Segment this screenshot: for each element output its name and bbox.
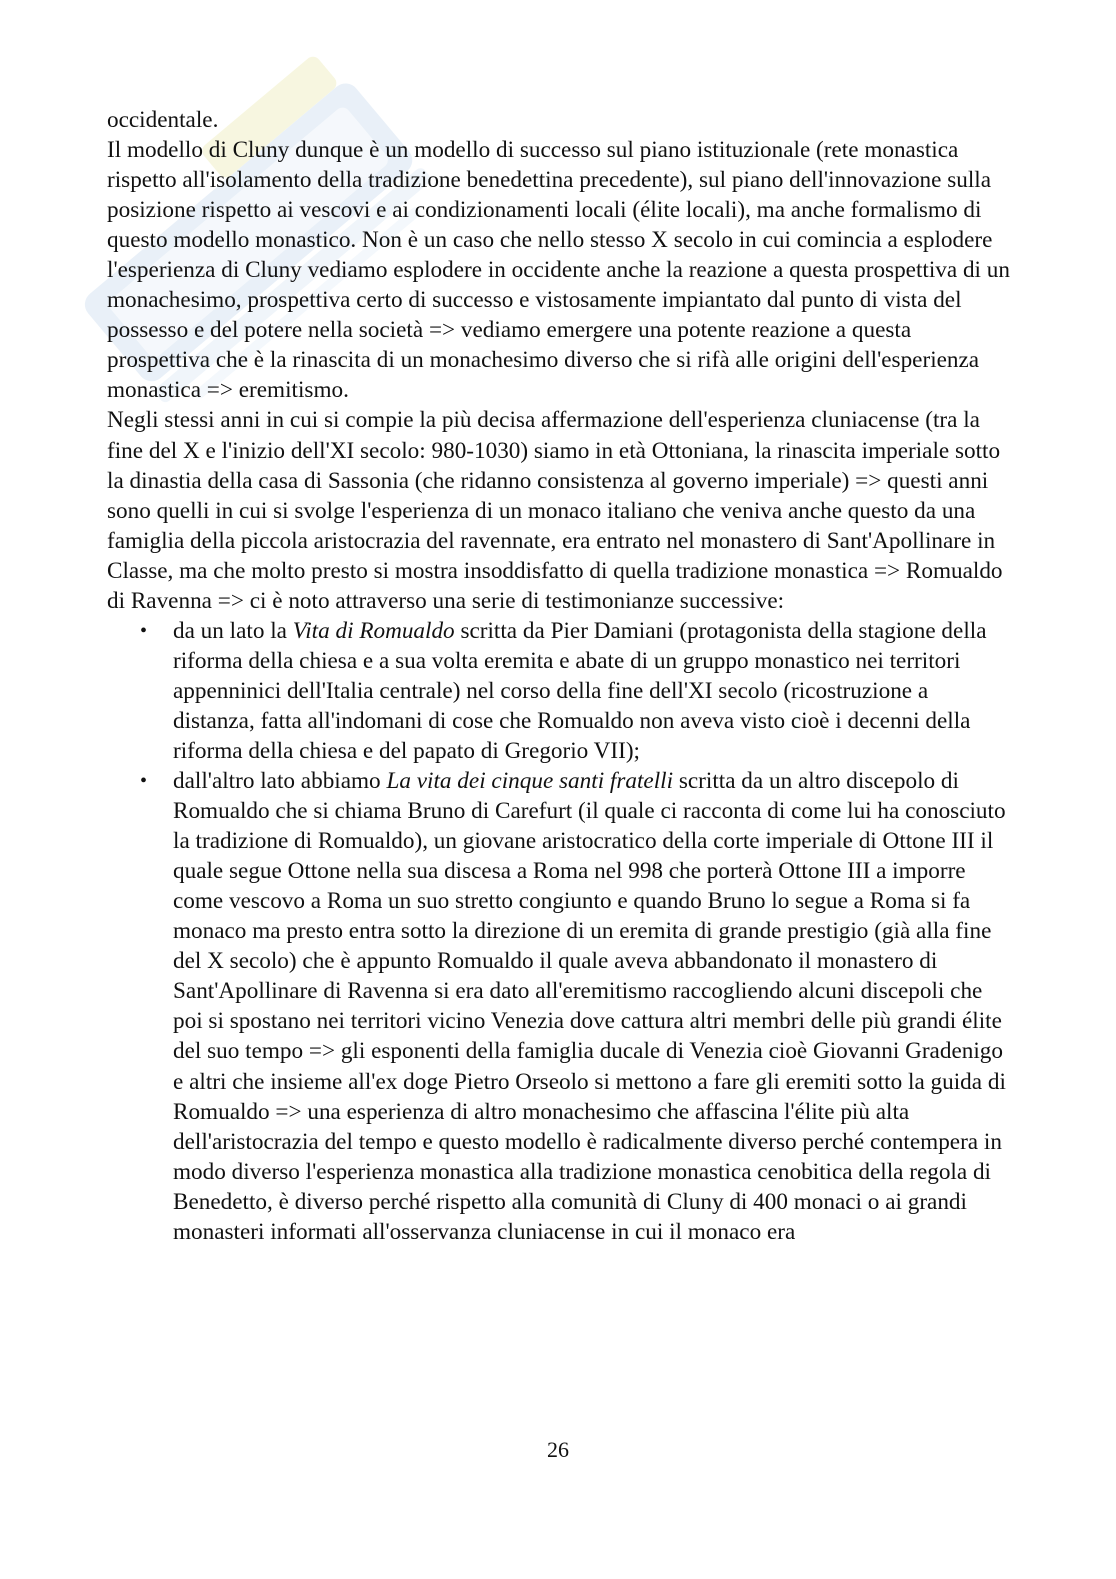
bullet-item-2 [140, 766, 1012, 1247]
bullet-2-text-after: scritta da un altro discepolo di Romualdo che si chiama Bruno di Carefurt (il quale ci racconta di come lui ha conosciuto la tradizione di Romualdo), un giovane aristocratico della corte imperiale di Ottone III il quale segue Ottone nella sua discesa a Roma nel 998 che porterà Ottone III a imporre come vescovo a Roma un suo stretto congiunto e quando Bruno lo segue a Roma si fa monaco ma presto entra sotto la direzione di un eremita di grande prestigio (già alla fine del X secolo) che è appunto Romualdo il quale aveva abbandonato il monastero di Sant'Apollinare di Ravenna si era dato all'eremitismo raccogliendo alcuni discepoli che poi si spostano nei territori vicino Venezia dove cattura altri membri delle più grandi élite del suo tempo => gli esponenti della famiglia ducale di Venezia cioè Giovanni Gradenigo e altri che insieme all'ex doge Pietro Orseolo si mettono a fare gli eremiti sotto la guida di Romualdo => una esperienza di altro monachesimo che affascina l'élite più alta dell'aristocrazia del tempo e questo modello è radicalmente diverso perché contempera in modo diverso l'esperienza monastica alla tradizione monastica cenobitica della regola di Benedetto, è diverso perché rispetto alla comunità di Cluny di 400 monaci o ai grandi monasteri informati all'osservanza cluniacense in cui il monaco era [173, 768, 1006, 1245]
paragraph-2: Il modello di Cluny dunque è un modello di successo sul piano istituzionale (rete monastica rispetto all'isolamento della tradizione benedettina precedente), sul piano dell'innovazione sulla posizione rispetto ai vescovi e ai condizionamenti locali (élite locali), ma anche formalismo di questo modello monastico. Non è un caso che nello stesso X secolo in cui comincia a esplodere l'esperienza di Cluny vediamo esplodere in occidente anche la reazione a questa prospettiva di un monachesimo, prospettiva certo di successo e vistosamente impiantato dal punto di vista del possesso e del potere nella società => vediamo emergere una potente reazione a questa prospettiva che è la rinascita di un monachesimo diverso che si rifà alle origini dell'esperienza monastica => eremitismo. [107, 137, 1010, 404]
bullet-1-title: Vita di Romualdo [292, 617, 455, 644]
page-number: 26 [547, 1437, 569, 1462]
bullet-icon: • [140, 770, 148, 793]
bullet-2-title: La vita dei cinque santi fratelli [386, 768, 674, 795]
bullet-list [107, 616, 1012, 1247]
paragraph-1: occidentale. [107, 107, 219, 133]
bullet-item-1 [140, 616, 1012, 766]
document-body [107, 105, 1012, 1247]
bullet-icon: • [140, 619, 148, 642]
paragraph-3: Negli stessi anni in cui si compie la più decisa affermazione dell'esperienza cluniacense (tra la fine del X e l'inizio dell'XI secolo: 980-1030) siamo in età Ottoniana, la rinascita imperiale sotto la dinastia della casa di Sassonia (che ridanno consistenza al governo imperiale) => questi anni sono quelli in cui si svolge l'esperienza di un monaco italiano che veniva anche questo da una famiglia della piccola aristocrazia del ravennate, era entrato nel monastero di Sant'Apollinare in Classe, ma che molto presto si mostra insoddisfatto di quella tradizione monastica => Romualdo di Ravenna => ci è noto attraverso una serie di testimonianze successive: [107, 407, 1003, 614]
bullet-2-text-before: dall'altro lato abbiamo [173, 768, 387, 795]
bullet-1-text-before: da un lato la [173, 617, 293, 644]
bullet-1-text-after: scritta da Pier Damiani (protagonista della stagione della riforma della chiesa e a sua volta eremita e abate di un gruppo monastico nei territori appenninici dell'Italia centrale) nel corso della fine dell'XI secolo (ricostruzione a distanza, fatta all'indomani di cose che Romualdo non aveva visto cioè i decenni della riforma della chiesa e del papato di Gregorio VII); [173, 617, 987, 764]
